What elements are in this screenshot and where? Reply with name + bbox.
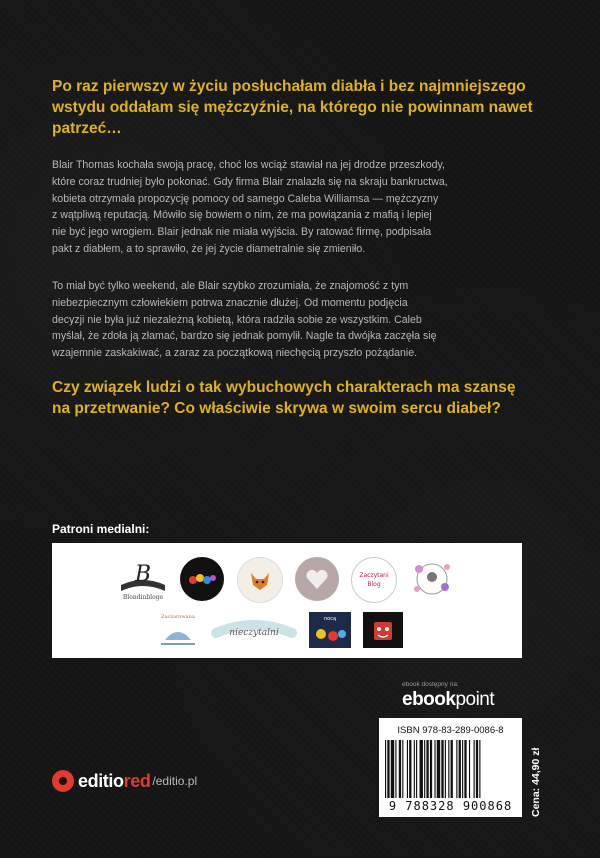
- floral-logo-icon: [407, 555, 457, 603]
- publisher-name-red: red: [123, 770, 151, 791]
- ean-number: 9 788328 900868: [388, 799, 513, 813]
- svg-text:nieczytalni: nieczytalni: [229, 628, 279, 638]
- red-book-logo-icon: [363, 612, 403, 648]
- barcode-bar: [402, 740, 403, 798]
- barcode-bar: [448, 740, 449, 798]
- publisher-name-editio: editio: [78, 770, 124, 791]
- script-logo-icon: [210, 613, 298, 647]
- barcode-bar: [469, 740, 470, 798]
- tagline-question: Czy związek ludzi o tak wybuchowych charakterach ma szansę na przetrwanie? Co właściwie skrywa w swoim sercu diabeł?: [52, 379, 516, 417]
- heart-book-logo-icon: [295, 557, 339, 601]
- barcode-bar: [474, 740, 475, 798]
- barcode-bar: [437, 740, 440, 798]
- barcode-bar: [416, 740, 417, 798]
- ebook-availability-label: ebook dostępny na:: [402, 681, 459, 688]
- barcode-bar: [414, 740, 415, 798]
- patrons-label: Patroni medialni:: [52, 522, 150, 536]
- ebookpoint-logo: [402, 689, 494, 711]
- barcode-bar: [462, 740, 463, 798]
- barcode-panel: [379, 718, 522, 817]
- barcode-bar: [426, 740, 428, 798]
- svg-text:B: B: [134, 562, 152, 587]
- svg-text:Zaczarowana: Zaczarowana: [161, 614, 195, 620]
- barcode-bar: [387, 740, 389, 798]
- fox-logo-icon: [237, 557, 283, 603]
- barcode-bar: [409, 740, 411, 798]
- isbn-text: ISBN 978-83-289-0086-8: [397, 725, 504, 736]
- ebookpoint-logo-bold: ebook: [402, 689, 456, 710]
- barcode-bar: [420, 740, 423, 798]
- barcode-bar: [476, 740, 478, 798]
- svg-text:Zaczytani: Zaczytani: [359, 572, 389, 579]
- headline: Po raz pierwszy w życiu posłuchałam diabła i bez najmniejszego wstydu oddałam się mężczyźnie, na którego nie powinnam nawet patrzeć…: [52, 78, 533, 137]
- price-label: Cena: 44,90 zł: [530, 747, 542, 817]
- svg-text:nocą: nocą: [323, 616, 337, 622]
- barcode-bar: [464, 740, 466, 798]
- barcode-bar: [424, 740, 425, 798]
- barcode-icon: [385, 740, 516, 798]
- barcode-bar: [399, 740, 401, 798]
- barcode-bar: [407, 740, 408, 798]
- barcode-bar: [434, 740, 435, 798]
- patrons-logo-panel: [52, 543, 522, 658]
- svg-text:Blondinbloge: Blondinbloge: [122, 594, 164, 601]
- description-paragraph-2: To miał być tylko weekend, ale Blair szybko zrozumiała, że znajomość z tym niebezpiecznym człowiekiem potrwa znacznie dłużej. Od momentu podjęcia decyzji nie była już niezależną kobietą, która radziła sobie ze wszystkim. Caleb myślał, że zdoła ją złamać, bardzo się jednak pomylił. Nagle ta dwójka zaczęła się wzajemnie zaskakiwać, a zaraz za początkową niechęcią przyszło pożądanie.: [52, 280, 437, 360]
- barcode-bar: [479, 740, 480, 798]
- barcode-bar: [456, 740, 457, 798]
- description-paragraph-1: Blair Thomas kochała swoją pracę, choć los wciąż stawiał na jej drodze przeszkody, które coraz trudniej było pokonać. Gdy firma Blair znalazła się na skraju bankructwa, kobieta otrzymała propozycję pomocy od samego Caleba Williamsa — mężczyzny z wątpliwą reputacją. Mówiło się bowiem o nim, że ma powiązania z mafią i lepiej nie być jego wrogiem. Blair jednak nie miała wyjścia. By ratować firmę, podpisała pakt z diabłem, a to sprawiło, że jej życie diametralnie się zmieniło.: [52, 159, 448, 255]
- publisher-website: /editio.pl: [152, 774, 198, 788]
- barcode-bar: [430, 740, 432, 798]
- barcode-bar: [391, 740, 394, 798]
- barcode-bar: [441, 740, 443, 798]
- colorful-circle-logo-icon: [180, 557, 224, 601]
- ebookpoint-logo-light: point: [455, 689, 495, 710]
- fairy-logo-icon: [157, 610, 199, 650]
- night-logo-icon: [309, 612, 351, 648]
- barcode-bar: [385, 740, 386, 798]
- barcode-bar: [459, 740, 461, 798]
- svg-text:Blog: Blog: [367, 581, 381, 588]
- book-logo-icon: [117, 555, 169, 601]
- barcode-bar: [395, 740, 396, 798]
- barcode-bar: [451, 740, 453, 798]
- publisher-circle-icon: [52, 770, 74, 792]
- barcode-bar: [445, 740, 446, 798]
- book-blog-logo-icon: [351, 557, 397, 603]
- publisher-logo: [52, 770, 197, 792]
